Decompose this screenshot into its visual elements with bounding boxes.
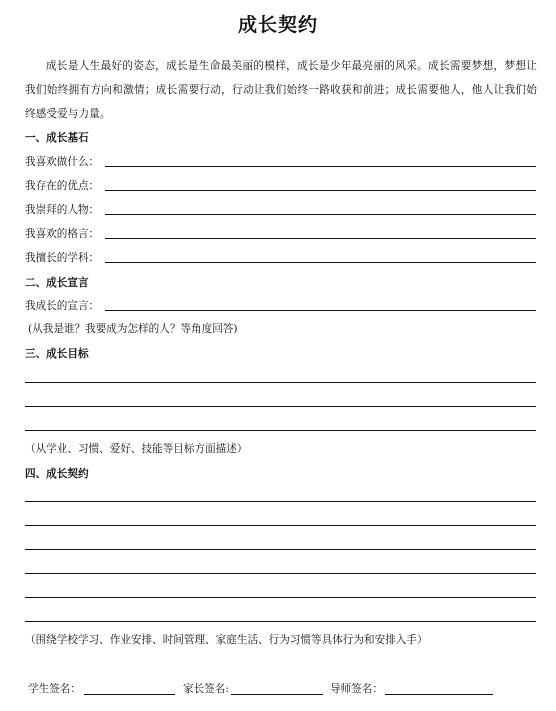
field-line-idol[interactable] <box>105 214 536 215</box>
contract-line[interactable] <box>25 597 536 598</box>
goal-line[interactable] <box>25 430 536 431</box>
page-title: 成长契约 <box>237 14 318 36</box>
section-heading-goals: 三、成长目标 <box>25 348 89 360</box>
mentor-signature-label: 导师签名： <box>330 683 383 695</box>
field-label-subject: 我擅长的学科： <box>25 252 100 264</box>
goal-line[interactable] <box>25 406 536 407</box>
field-line-strengths[interactable] <box>105 190 536 191</box>
contract-line[interactable] <box>25 621 536 622</box>
contract-line[interactable] <box>25 501 536 502</box>
field-line-likes[interactable] <box>105 166 536 167</box>
hint-contract: （围绕学校学习、作业安排、时间管理、家庭生活、行为习惯等具体行为和安排入手） <box>25 634 428 646</box>
section-heading-foundation: 一、成长基石 <box>25 132 89 144</box>
field-label-declaration: 我成长的宣言： <box>25 300 100 312</box>
parent-signature-label: 家长签名: <box>183 683 229 695</box>
student-signature-line[interactable] <box>84 694 175 695</box>
mentor-signature-line[interactable] <box>385 694 493 695</box>
field-label-likes: 我喜欢做什么： <box>25 156 100 168</box>
field-label-strengths: 我存在的优点： <box>25 180 100 192</box>
field-line-declaration[interactable] <box>105 310 536 311</box>
contract-line[interactable] <box>25 549 536 550</box>
field-line-subject[interactable] <box>105 262 536 263</box>
intro-paragraph: 成长是人生最好的姿态，成长是生命最美丽的模样，成长是少年最亮丽的风采。成长需要梦想，梦想让我们始终拥有方向和激情；成长需要行动，行动让我们始终一路收获和前进；成长需要他人，他人让我们始终感受爱与力量。 <box>25 60 537 120</box>
contract-line[interactable] <box>25 573 536 574</box>
field-label-idol: 我崇拜的人物： <box>25 204 100 216</box>
section-heading-declaration: 二、成长宣言 <box>25 277 89 289</box>
hint-declaration: (从我是谁？我要成为怎样的人？等角度回答) <box>28 323 238 335</box>
section-heading-contract: 四、成长契约 <box>25 468 89 480</box>
hint-goals: （从学业、习惯、爱好、技能等目标方面描述） <box>25 443 248 455</box>
parent-signature-line[interactable] <box>231 694 323 695</box>
student-signature-label: 学生签名： <box>28 683 81 695</box>
field-line-motto[interactable] <box>105 238 536 239</box>
goal-line[interactable] <box>25 382 536 383</box>
contract-line[interactable] <box>25 525 536 526</box>
field-label-motto: 我喜欢的格言： <box>25 228 100 240</box>
